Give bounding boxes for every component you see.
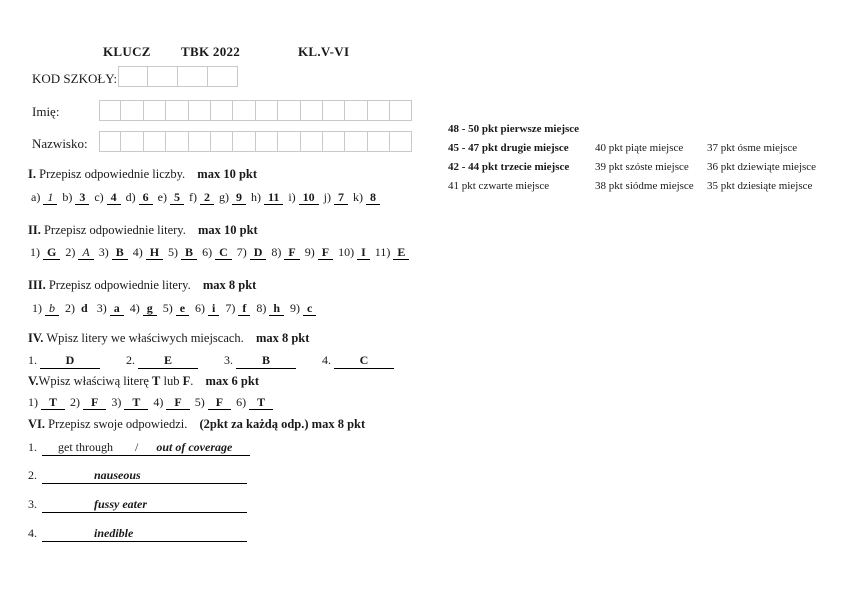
first-name-cell: [233, 100, 255, 121]
answer-label: g): [218, 190, 229, 204]
answer-label: 3.: [224, 353, 233, 367]
answer-item: [305, 245, 333, 260]
answer-item: [130, 301, 157, 316]
answer-item: [324, 190, 348, 205]
last-name-cell: [301, 131, 323, 152]
scoring-row: [448, 139, 816, 158]
answer-value: B: [236, 353, 296, 369]
answer-label: d): [125, 190, 136, 204]
answer-label: 3): [111, 395, 122, 409]
answer-value: 5: [170, 190, 184, 205]
scoring-place-tertiary: 36 pkt dziewiąte miejsce: [707, 161, 817, 173]
section-ii-heading: [28, 223, 258, 238]
section-iii-heading: [28, 278, 256, 293]
answer-label: 11): [374, 245, 391, 259]
answer-item: [251, 190, 283, 205]
answer-item: [94, 190, 120, 205]
answer-label: 8): [271, 245, 282, 259]
answer-item: [290, 301, 316, 316]
answer-line: [42, 467, 247, 484]
answer-value: D: [40, 353, 100, 369]
answer-label: 2.: [126, 353, 135, 367]
first-name-cell: [211, 100, 233, 121]
section-max-points: max 8 pkt: [202, 278, 257, 292]
section-vi-answer-3: [28, 496, 247, 513]
answer-value: E: [393, 245, 409, 260]
answer-item: [31, 190, 57, 205]
answer-label: 8): [256, 301, 267, 315]
section-vi-answer-1: [28, 439, 250, 456]
school-code-boxes: [118, 66, 238, 87]
last-name-cell: [121, 131, 143, 152]
answer-value: 10: [299, 190, 319, 205]
section-vi-answer-4: [28, 525, 247, 542]
answer-label: k): [353, 190, 364, 204]
answer-label: 9): [304, 245, 315, 259]
answer-value: f: [238, 301, 250, 316]
title-segment: Wpisz właściwą literę: [38, 374, 153, 388]
first-name-cell: [256, 100, 278, 121]
answer-item: [375, 245, 410, 260]
answer-number: 1.: [28, 440, 37, 454]
answer-label: 4): [153, 395, 164, 409]
answer-item: [353, 190, 380, 205]
first-name-cell: [390, 100, 412, 121]
answer-item: [256, 301, 284, 316]
first-name-cell: [323, 100, 345, 121]
answer-value: 11: [264, 190, 283, 205]
section-numeral: III.: [28, 278, 46, 292]
answer-value: B: [112, 245, 128, 260]
answer-value: D: [250, 245, 267, 260]
section-numeral: IV.: [28, 331, 44, 345]
answer-item: [219, 190, 246, 205]
answer-item: [28, 395, 65, 410]
section-ii-answers: [30, 245, 409, 260]
section-v-heading: [28, 374, 259, 389]
answer-value: F: [284, 245, 299, 260]
first-name-cell: [345, 100, 367, 121]
section-max-points: max 6 pkt: [205, 374, 259, 388]
answer-label: 7): [236, 245, 247, 259]
last-name-cell: [390, 131, 412, 152]
answer-item: [126, 190, 153, 205]
section-title: Przepisz odpowiednie liczby.: [39, 167, 186, 181]
answer-label: a): [31, 190, 41, 204]
answer-label: 7): [225, 301, 236, 315]
scoring-place-primary: 42 - 44 pkt trzecie miejsce: [448, 161, 570, 173]
last-name-cell: [211, 131, 233, 152]
answer-label: j): [323, 190, 332, 204]
answer-word: fussy eater: [94, 497, 147, 511]
answer-label: 1): [32, 301, 42, 315]
section-max-points: (2pkt za każdą odp.) max 8 pkt: [199, 417, 366, 431]
first-name-cell: [99, 100, 121, 121]
answer-item: [195, 395, 231, 410]
answer-value: 7: [334, 190, 348, 205]
section-iii-answers: [32, 301, 316, 316]
answer-item: [158, 190, 184, 205]
answer-value: H: [146, 245, 163, 260]
section-max-points: max 8 pkt: [255, 331, 310, 345]
last-name-cell: [368, 131, 390, 152]
answer-item: [30, 245, 60, 260]
scoring-place-tertiary: 35 pkt dziesiąte miejsce: [707, 180, 813, 192]
first-name-cell: [166, 100, 188, 121]
answer-item: [271, 245, 299, 260]
answer-label: f): [188, 190, 197, 204]
answer-value: a: [110, 301, 124, 316]
answer-label: e): [157, 190, 167, 204]
answer-item: [133, 245, 163, 260]
answer-item: [99, 245, 128, 260]
answer-item: [237, 245, 267, 260]
answer-value: F: [83, 395, 106, 410]
answer-item: [189, 190, 214, 205]
first-name-cell: [144, 100, 166, 121]
answer-value: B: [181, 245, 197, 260]
answer-label: 2): [65, 245, 76, 259]
answer-line: [42, 496, 247, 513]
document-edition: TBK 2022: [181, 44, 241, 59]
answer-number: 4.: [28, 526, 37, 540]
first-name-label: Imię:: [32, 104, 60, 119]
answer-label: 5): [162, 301, 173, 315]
answer-label: 6): [236, 395, 247, 409]
answer-value: d: [81, 301, 88, 315]
answer-value: F: [166, 395, 189, 410]
section-title: Przepisz odpowiednie litery.: [43, 223, 186, 237]
section-title: Przepisz swoje odpowiedzi.: [48, 417, 188, 431]
last-name-cell: [189, 131, 211, 152]
answer-value: I: [357, 245, 370, 260]
answer-value: 9: [232, 190, 246, 205]
school-code-cell: [118, 66, 148, 87]
last-name-boxes: [99, 131, 412, 152]
answer-line: [42, 525, 247, 542]
answer-label: 1): [28, 395, 38, 409]
answer-value: C: [334, 353, 394, 369]
scoring-row: [448, 158, 816, 177]
answer-item: [126, 353, 198, 369]
scoring-place-secondary: [595, 120, 707, 139]
answer-number: 2.: [28, 468, 37, 482]
answer-value: g: [143, 301, 157, 316]
answer-label: 1.: [28, 353, 37, 367]
scoring-row: [448, 177, 816, 196]
school-code-cell: [178, 66, 208, 87]
answer-value: C: [215, 245, 232, 260]
last-name-cell: [345, 131, 367, 152]
answer-value: E: [138, 353, 198, 369]
last-name-cell: [256, 131, 278, 152]
section-vi-heading: [28, 417, 365, 432]
answer-option-b: out of coverage: [156, 440, 233, 454]
scoring-place-secondary: 40 pkt piąte miejsce: [595, 142, 684, 154]
last-name-cell: [233, 131, 255, 152]
answer-item: [97, 301, 124, 316]
answer-label: 6): [202, 245, 213, 259]
answer-label: 6): [195, 301, 206, 315]
answer-item: [28, 353, 100, 369]
first-name-cell: [189, 100, 211, 121]
answer-label: b): [62, 190, 73, 204]
title-segment: lub: [160, 374, 183, 388]
answer-value: c: [303, 301, 316, 316]
answer-item: [288, 190, 318, 205]
answer-value: 8: [366, 190, 380, 205]
scoring-row: [448, 120, 816, 139]
answer-value: h: [269, 301, 284, 316]
answer-label: 5): [168, 245, 179, 259]
scoring-place-primary: 48 - 50 pkt pierwsze miejsce: [448, 123, 580, 135]
section-numeral: I.: [28, 167, 36, 181]
section-v-answers: [28, 395, 273, 410]
answer-label: 5): [194, 395, 205, 409]
answer-item: [153, 395, 189, 410]
section-vi-answer-2: [28, 467, 247, 484]
last-name-cell: [144, 131, 166, 152]
answer-value: 4: [107, 190, 121, 205]
answer-item: [338, 245, 370, 260]
section-i-answers: [31, 190, 380, 205]
first-name-cell: [368, 100, 390, 121]
answer-item: [65, 301, 91, 316]
answer-value: F: [208, 395, 231, 410]
answer-option-a: get through: [58, 440, 113, 454]
school-code-cell: [208, 66, 238, 87]
section-max-points: max 10 pkt: [197, 167, 258, 181]
scoring-place-secondary: 39 pkt szóste miejsce: [595, 161, 689, 173]
answer-label: 10): [338, 245, 355, 259]
document-class-range: KL.V-VI: [298, 44, 350, 59]
section-numeral: VI.: [28, 417, 46, 431]
answer-line: [42, 439, 250, 456]
section-numeral: II.: [28, 223, 41, 237]
scoring-table: [448, 120, 816, 196]
title-segment: T: [152, 374, 161, 388]
answer-item: [202, 245, 232, 260]
answer-value: T: [124, 395, 148, 410]
answer-item: [195, 301, 219, 316]
section-i-heading: [28, 167, 257, 182]
title-segment: .: [190, 374, 194, 388]
last-name-cell: [278, 131, 300, 152]
answer-value: G: [43, 245, 60, 260]
answer-item: [236, 395, 273, 410]
answer-item: [224, 353, 296, 369]
answer-label: 2): [65, 301, 75, 315]
answer-number: 3.: [28, 497, 37, 511]
document-title: KLUCZ: [103, 44, 151, 59]
first-name-cell: [301, 100, 323, 121]
answer-item: [225, 301, 250, 316]
answer-value: T: [41, 395, 65, 410]
answer-word: nauseous: [94, 468, 141, 482]
answer-label: h): [250, 190, 261, 204]
answer-value: 3: [75, 190, 89, 205]
answer-item: [62, 190, 89, 205]
last-name-cell: [99, 131, 121, 152]
section-iv-heading: [28, 331, 309, 346]
answer-label: 9): [290, 301, 301, 315]
answer-word: inedible: [94, 526, 134, 540]
section-iv-answers: [28, 353, 394, 369]
last-name-label: Nazwisko:: [32, 136, 88, 151]
answer-value: 2: [200, 190, 214, 205]
section-numeral: V.: [28, 374, 39, 388]
answer-value: 6: [139, 190, 153, 205]
answer-label: 4.: [322, 353, 331, 367]
answer-item: [70, 395, 106, 410]
answer-value: e: [176, 301, 189, 316]
answer-item: [168, 245, 197, 260]
answer-value: 1: [43, 190, 57, 205]
answer-value: T: [249, 395, 273, 410]
answer-value: F: [318, 245, 333, 260]
answer-label: 1): [30, 245, 40, 259]
answer-value: b: [45, 301, 59, 316]
section-max-points: max 10 pkt: [197, 223, 258, 237]
answer-item: [322, 353, 394, 369]
answer-value: i: [208, 301, 219, 316]
scoring-place-secondary: 38 pkt siódme miejsce: [595, 180, 694, 192]
answer-label: i): [288, 190, 296, 204]
answer-label: 2): [70, 395, 81, 409]
title-segment: F: [182, 374, 191, 388]
scoring-place-tertiary: 37 pkt ósme miejsce: [707, 142, 798, 154]
first-name-boxes: [99, 100, 412, 121]
answer-item: [111, 395, 148, 410]
answer-item: [65, 245, 93, 260]
school-code-cell: [148, 66, 178, 87]
answer-item: [32, 301, 59, 316]
answer-label: c): [94, 190, 104, 204]
answer-value: A: [78, 245, 93, 260]
section-title: [39, 374, 194, 388]
answer-label: 4): [129, 301, 140, 315]
scoring-place-primary: 41 pkt czwarte miejsce: [448, 180, 550, 192]
answer-label: 4): [132, 245, 143, 259]
slash-separator: /: [135, 440, 139, 454]
scoring-place-primary: 45 - 47 pkt drugie miejsce: [448, 142, 569, 154]
last-name-cell: [166, 131, 188, 152]
section-title: Przepisz odpowiednie litery.: [48, 278, 191, 292]
answer-label: 3): [96, 301, 107, 315]
school-code-label: KOD SZKOŁY:: [32, 71, 118, 86]
section-title: Wpisz litery we właściwych miejscach.: [46, 331, 244, 345]
answer-label: 3): [98, 245, 109, 259]
first-name-cell: [121, 100, 143, 121]
answer-item: [163, 301, 189, 316]
last-name-cell: [323, 131, 345, 152]
first-name-cell: [278, 100, 300, 121]
